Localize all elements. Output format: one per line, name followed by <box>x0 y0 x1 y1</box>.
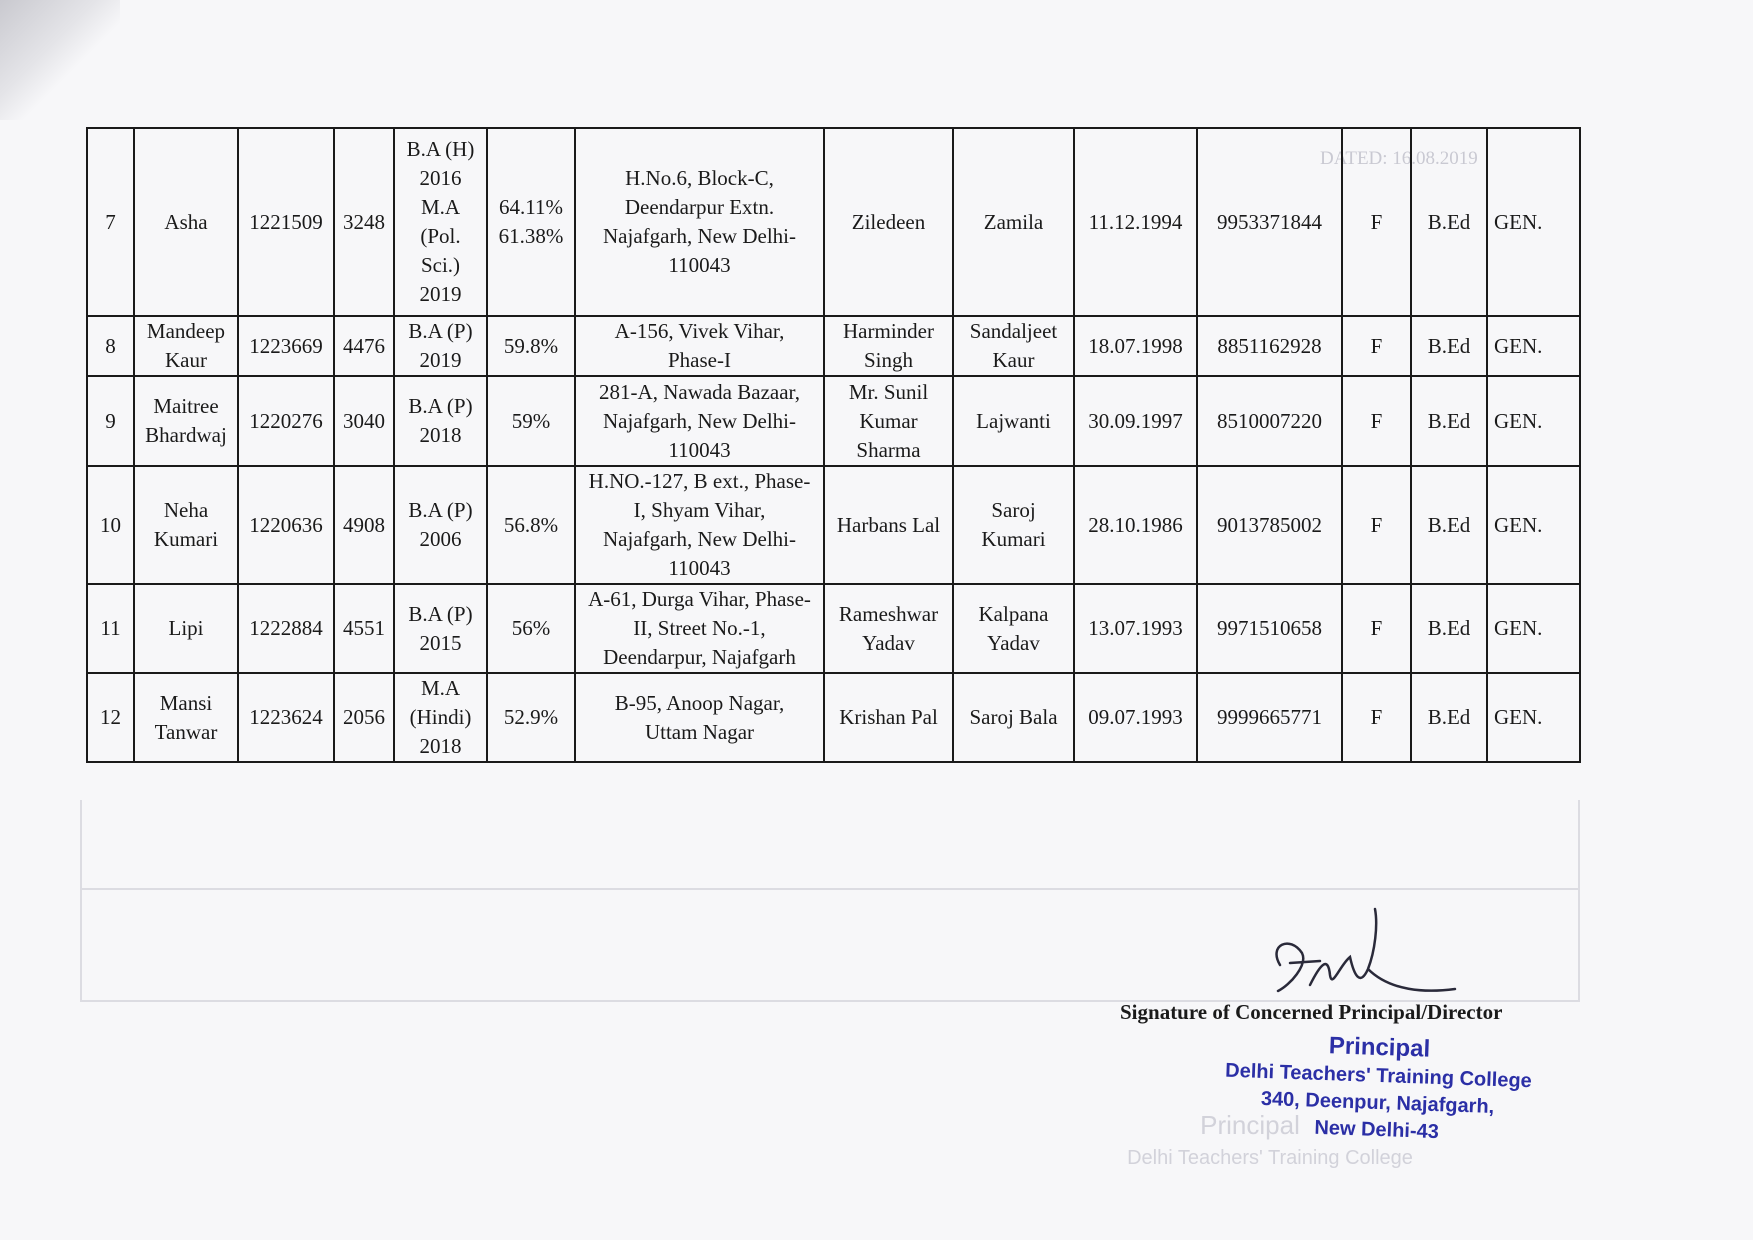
mother-name-line: Sandaljeet <box>969 319 1058 343</box>
father-name-line: Harminder <box>843 319 934 343</box>
category-cell: GEN. <box>1487 376 1580 466</box>
stamp-college-name: Delhi Teachers' Training College <box>1224 1059 1533 1093</box>
qualification-line: 2019 <box>419 282 462 306</box>
father-name-cell <box>824 673 953 762</box>
bleed-through-text: DATED: 16.08.2019 <box>1320 148 1478 169</box>
mobile-number-cell: 9999665771 <box>1197 673 1342 762</box>
stamp-title: Principal <box>1328 1032 1431 1063</box>
qualification-line: 2018 <box>419 734 462 758</box>
father-name-cell <box>824 316 953 376</box>
percentage-cell <box>487 376 575 466</box>
gender-cell: F <box>1342 466 1411 584</box>
qualification-line: (Pol. <box>420 224 461 248</box>
mother-name-line: Kumari <box>981 527 1046 551</box>
qualification-line: B.A (P) <box>408 319 473 343</box>
qualification-cell <box>394 316 487 376</box>
date-of-birth-cell: 28.10.1986 <box>1074 466 1197 584</box>
address-line: H.No.6, Block-C, <box>625 166 774 190</box>
date-of-birth-cell: 18.07.1998 <box>1074 316 1197 376</box>
mother-name-cell <box>953 376 1074 466</box>
candidate-name-line: Asha <box>164 209 208 234</box>
bleed-through-stamp: Principal <box>1200 1110 1300 1140</box>
address-line: Phase-I <box>668 348 731 372</box>
qualification-line: 2019 <box>419 348 462 372</box>
address-line: 281-A, Nawada Bazaar, <box>599 379 800 404</box>
qualification-line: M.A <box>420 195 461 219</box>
candidate-name-cell <box>134 128 238 316</box>
course-cell: B.Ed <box>1411 316 1487 376</box>
form-number-cell: 1222884 <box>238 584 334 673</box>
qualification-line: B.A (P) <box>408 498 473 522</box>
percentage-cell <box>487 466 575 584</box>
course-cell: B.Ed <box>1411 466 1487 584</box>
address-line: A-156, Vivek Vihar, <box>614 319 785 343</box>
table-row <box>87 584 1580 673</box>
mother-name-cell <box>953 466 1074 584</box>
serial-number-cell: 9 <box>87 376 134 466</box>
qualification-line: 2018 <box>419 423 462 447</box>
serial-number-cell: 7 <box>87 128 134 316</box>
qualification-cell <box>394 673 487 762</box>
candidate-name-line: Mansi <box>159 690 213 715</box>
qualification-line: Sci.) <box>420 253 461 277</box>
mother-name-line: Saroj <box>991 498 1036 522</box>
qualification-line: M.A <box>420 676 461 700</box>
form-number-cell: 1223669 <box>238 316 334 376</box>
address-line: 110043 <box>668 437 731 462</box>
mother-name-cell <box>953 584 1074 673</box>
father-name-line: Mr. Sunil <box>848 379 929 404</box>
father-name-line: Singh <box>863 348 913 372</box>
address-line: Najafgarh, New Delhi- <box>603 527 796 551</box>
candidate-name-cell <box>134 376 238 466</box>
date-of-birth-cell: 11.12.1994 <box>1074 128 1197 316</box>
address-cell <box>575 584 824 673</box>
percentage-cell <box>487 673 575 762</box>
roll-number-cell: 4476 <box>334 316 394 376</box>
percentage-cell <box>487 128 575 316</box>
qualification-line: (Hindi) <box>409 705 472 729</box>
candidate-name-line: Kaur <box>165 348 207 372</box>
address-line: Deendarpur Extn. <box>624 195 775 219</box>
address-cell <box>575 316 824 376</box>
qualification-cell <box>394 128 487 316</box>
address-cell <box>575 128 824 316</box>
gender-cell: F <box>1342 316 1411 376</box>
mother-name-line: Lajwanti <box>976 408 1051 433</box>
mobile-number-cell: 8851162928 <box>1197 316 1342 376</box>
candidate-name-line: Neha <box>163 498 209 522</box>
qualification-cell <box>394 376 487 466</box>
mobile-number-cell: 8510007220 <box>1197 376 1342 466</box>
signature-label: Signature of Concerned Principal/Director <box>1120 1000 1503 1024</box>
candidate-name-line: Mandeep <box>146 319 226 343</box>
date-of-birth-cell: 13.07.1993 <box>1074 584 1197 673</box>
serial-number-cell: 8 <box>87 316 134 376</box>
address-line: A-61, Durga Vihar, Phase- <box>588 587 811 611</box>
percentage-cell <box>487 584 575 673</box>
table-row <box>87 466 1580 584</box>
date-of-birth-cell: 09.07.1993 <box>1074 673 1197 762</box>
candidate-table <box>86 127 1581 763</box>
stamp-city-line: New Delhi-43 <box>1314 1116 1440 1144</box>
percentage-line: 59% <box>511 408 551 433</box>
father-name-line: Kumar <box>859 408 918 433</box>
address-line: H.NO.-127, B ext., Phase- <box>588 469 811 493</box>
percentage-line: 64.11% <box>499 195 563 219</box>
percentage-line: 61.38% <box>498 224 564 248</box>
form-number-cell: 1221509 <box>238 128 334 316</box>
roll-number-cell: 2056 <box>334 673 394 762</box>
category-cell: GEN. <box>1487 584 1580 673</box>
mother-name-line: Kalpana <box>978 601 1049 626</box>
candidate-name-cell <box>134 466 238 584</box>
bleed-through-line <box>1578 800 1580 1000</box>
address-line: II, Street No.-1, <box>633 616 766 640</box>
mobile-number-cell: 9971510658 <box>1197 584 1342 673</box>
category-cell: GEN. <box>1487 466 1580 584</box>
address-line: 110043 <box>668 556 731 580</box>
address-line: 110043 <box>668 253 731 277</box>
mother-name-line: Saroj Bala <box>969 705 1058 729</box>
table-row <box>87 673 1580 762</box>
address-line: Uttam Nagar <box>644 719 755 744</box>
category-cell: GEN. <box>1487 673 1580 762</box>
candidate-name-line: Kumari <box>153 527 219 551</box>
course-cell: B.Ed <box>1411 584 1487 673</box>
address-line: B-95, Anoop Nagar, <box>614 690 785 715</box>
handwritten-signature <box>1250 905 1470 1000</box>
candidate-name-cell <box>134 316 238 376</box>
category-cell: GEN. <box>1487 316 1580 376</box>
mobile-number-cell: 9013785002 <box>1197 466 1342 584</box>
form-number-cell: 1220636 <box>238 466 334 584</box>
table-row <box>87 316 1580 376</box>
address-cell <box>575 673 824 762</box>
candidate-name-cell <box>134 673 238 762</box>
address-cell <box>575 376 824 466</box>
father-name-line: Krishan Pal <box>839 705 938 729</box>
candidate-name-line: Bhardwaj <box>145 423 227 447</box>
page-corner-shadow <box>0 0 120 120</box>
course-cell: B.Ed <box>1411 128 1487 316</box>
course-cell: B.Ed <box>1411 376 1487 466</box>
qualification-cell <box>394 584 487 673</box>
candidate-name-cell <box>134 584 238 673</box>
gender-cell: F <box>1342 376 1411 466</box>
father-name-line: Harbans Lal <box>836 512 941 537</box>
mother-name-cell <box>953 316 1074 376</box>
candidate-name-line: Lipi <box>168 616 204 640</box>
father-name-cell <box>824 376 953 466</box>
qualification-line: B.A (P) <box>408 394 473 418</box>
qualification-line: 2015 <box>419 630 462 655</box>
qualification-line: 2016 <box>419 166 462 190</box>
college-stamp <box>1096 1023 1660 1153</box>
percentage-line: 59.8% <box>503 333 559 358</box>
address-line: Najafgarh, New Delhi- <box>603 408 796 433</box>
father-name-line: Rameshwar <box>838 601 939 626</box>
percentage-line: 52.9% <box>503 705 559 729</box>
roll-number-cell: 3040 <box>334 376 394 466</box>
roll-number-cell: 4551 <box>334 584 394 673</box>
bleed-through-stamp: Delhi Teachers' Training College <box>1127 1147 1413 1169</box>
table-row <box>87 128 1580 316</box>
mother-name-cell <box>953 128 1074 316</box>
mother-name-line: Zamila <box>983 209 1044 234</box>
form-number-cell: 1223624 <box>238 673 334 762</box>
category-cell: GEN. <box>1487 128 1580 316</box>
serial-number-cell: 12 <box>87 673 134 762</box>
percentage-line: 56% <box>511 616 551 640</box>
address-cell <box>575 466 824 584</box>
bleed-through-line <box>80 888 1580 890</box>
course-cell: B.Ed <box>1411 673 1487 762</box>
qualification-line: B.A (H) <box>406 137 475 161</box>
roll-number-cell: 3248 <box>334 128 394 316</box>
percentage-line: 56.8% <box>503 512 559 537</box>
father-name-line: Sharma <box>856 437 921 462</box>
stamp-address-line: 340, Deenpur, Najafgarh, <box>1260 1087 1495 1119</box>
mother-name-cell <box>953 673 1074 762</box>
address-line: I, Shyam Vihar, <box>633 498 766 522</box>
address-line: Najafgarh, New Delhi- <box>603 224 796 248</box>
gender-cell: F <box>1342 673 1411 762</box>
mother-name-line: Kaur <box>992 348 1035 372</box>
percentage-cell <box>487 316 575 376</box>
father-name-cell <box>824 584 953 673</box>
father-name-cell <box>824 466 953 584</box>
qualification-line: 2006 <box>419 527 462 551</box>
mother-name-line: Yadav <box>987 630 1040 655</box>
serial-number-cell: 11 <box>87 584 134 673</box>
father-name-line: Ziledeen <box>851 209 926 234</box>
father-name-cell <box>824 128 953 316</box>
candidate-name-line: Tanwar <box>154 719 218 744</box>
mobile-number-cell: 9953371844 <box>1197 128 1342 316</box>
bleed-through-line <box>80 800 82 1000</box>
address-line: Deendarpur, Najafgarh <box>603 645 796 669</box>
qualification-cell <box>394 466 487 584</box>
candidate-name-line: Maitree <box>153 394 219 418</box>
serial-number-cell: 10 <box>87 466 134 584</box>
gender-cell: F <box>1342 584 1411 673</box>
roll-number-cell: 4908 <box>334 466 394 584</box>
table-row <box>87 376 1580 466</box>
qualification-line: B.A (P) <box>408 601 473 626</box>
gender-cell: F <box>1342 128 1411 316</box>
date-of-birth-cell: 30.09.1997 <box>1074 376 1197 466</box>
form-number-cell: 1220276 <box>238 376 334 466</box>
father-name-line: Yadav <box>862 630 915 655</box>
